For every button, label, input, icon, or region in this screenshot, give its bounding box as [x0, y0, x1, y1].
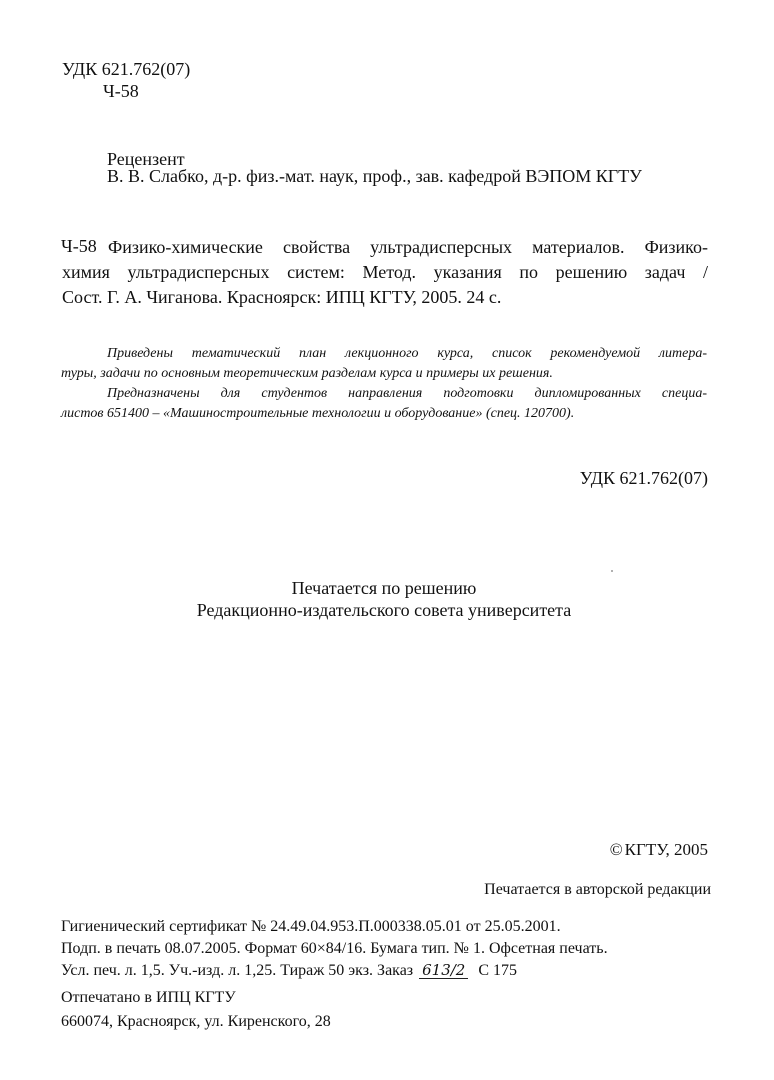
printing-house [61, 986, 331, 1034]
bibliography-line: Физико-химические свойства ультрадисперсных материалов. Физико- [108, 237, 708, 257]
reviewer-name: В. В. Слабко, д-р. физ.-мат. наук, проф., зав. кафедрой ВЭПОМ КГТУ [107, 166, 642, 186]
copyright-text: КГТУ, 2005 [624, 840, 708, 859]
imprint-volume [61, 960, 608, 982]
approval-line: Редакционно-издательского совета университета [196, 600, 572, 620]
abstract-line: листов 651400 – «Машиностроительные технологии и оборудование» (спец. 120700). [61, 406, 575, 421]
abstract-line: Предназначены для студентов направления подготовки дипломированных специа- [107, 386, 707, 401]
imprint-signed: Подп. в печать 08.07.2005. Формат 60×84/16. Бумага тип. № 1. Офсетная печать. [61, 940, 608, 957]
abstract-paragraph [61, 344, 707, 384]
handwritten-order-number: 613/2 [419, 962, 468, 979]
printing-house-name: Отпечатано в ИПЦ КГТУ [61, 989, 236, 1006]
bibliography-line: химия ультрадисперсных систем: Метод. указания по решению задач / [62, 262, 708, 282]
imprint-volume-prefix: Усл. печ. л. 1,5. Уч.-изд. л. 1,25. Тираж 50 экз. Заказ [61, 962, 414, 979]
edition-note: Печатается в авторской редакции [484, 881, 711, 898]
abstract-line: туры, задачи по основным теоретическим разделам курса и примеры их решения. [61, 366, 553, 381]
udk-code-right: УДК 621.762(07) [579, 468, 708, 488]
abstract-line: Приведены тематический план лекционного курса, список рекомендуемой литера- [107, 346, 707, 361]
reviewer-label: Рецензент [107, 149, 185, 169]
imprint-certificate: Гигиенический сертификат № 24.49.04.953.П.000338.05.01 от 25.05.2001. [61, 918, 561, 935]
imprint-volume-suffix: С 175 [478, 962, 518, 979]
author-sign-code: Ч-58 [103, 81, 139, 101]
bibliography-line: Сост. Г. А. Чиганова. Красноярск: ИПЦ КГТУ, 2005. 24 с. [62, 287, 502, 307]
udk-code: УДК 621.762(07) [62, 59, 191, 79]
abstract-paragraph [61, 384, 707, 424]
imprint-block [61, 916, 608, 982]
copyright-symbol: © [609, 840, 623, 859]
copyright [610, 840, 708, 860]
scan-speck [611, 570, 613, 572]
bibliography-code: Ч-58 [61, 236, 97, 256]
approval-note [0, 577, 774, 621]
approval-line: Печатается по решению [291, 578, 477, 598]
printing-house-address: 660074, Красноярск, ул. Киренского, 28 [61, 1013, 331, 1030]
